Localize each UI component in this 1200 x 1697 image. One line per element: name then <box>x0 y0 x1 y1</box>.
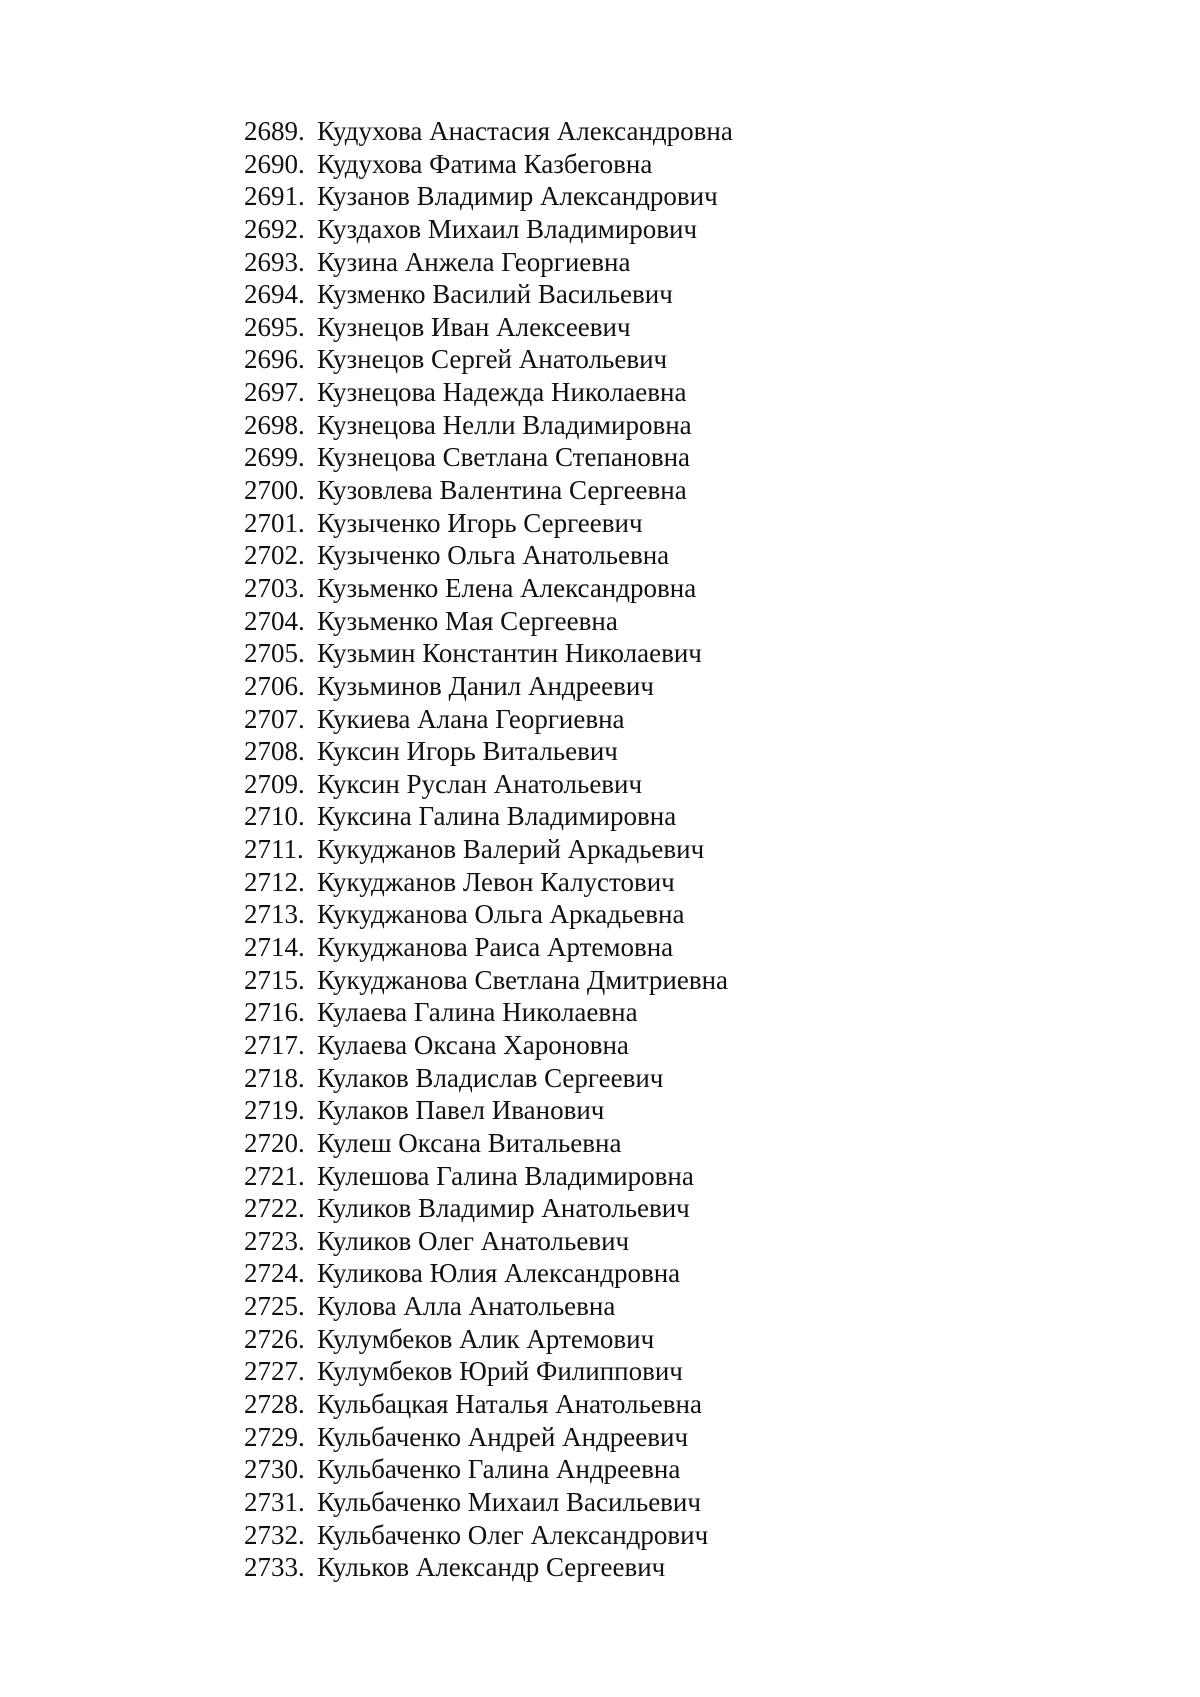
list-item <box>244 1192 733 1225</box>
entry-number: 2732. <box>244 1519 305 1550</box>
list-item <box>244 115 733 148</box>
list-item <box>244 1388 733 1421</box>
list-item <box>244 898 733 931</box>
entry-name: Куликова Юлия Александровна <box>317 1258 681 1289</box>
entry-name: Кукуджанов Левон Калустович <box>317 866 675 897</box>
list-item <box>244 1062 733 1095</box>
entry-number: 2730. <box>244 1454 305 1485</box>
entry-number: 2729. <box>244 1421 305 1452</box>
entry-name: Кульбаченко Андрей Андреевич <box>317 1421 689 1452</box>
list-item <box>244 1519 733 1552</box>
entry-number: 2719. <box>244 1095 305 1126</box>
list-item <box>244 768 733 801</box>
list-item <box>244 409 733 442</box>
entry-number: 2721. <box>244 1160 305 1191</box>
entry-number: 2699. <box>244 442 305 473</box>
entry-name: Куздахов Михаил Владимирович <box>317 213 698 244</box>
entry-name: Куксин Руслан Анатольевич <box>317 768 643 799</box>
list-item <box>244 1323 733 1356</box>
list-item <box>244 964 733 997</box>
entry-name: Кульков Александр Сергеевич <box>317 1552 666 1583</box>
list-item <box>244 996 733 1029</box>
entry-name: Кульбаченко Михаил Васильевич <box>317 1486 701 1517</box>
entry-name: Кулова Алла Анатольевна <box>317 1291 616 1322</box>
entry-number: 2709. <box>244 768 305 799</box>
entry-name: Кулумбеков Юрий Филиппович <box>317 1356 683 1387</box>
list-item <box>244 866 733 899</box>
entry-name: Кулаков Павел Иванович <box>317 1095 605 1126</box>
list-item <box>244 1225 733 1258</box>
entry-name: Кузыченко Игорь Сергеевич <box>317 507 643 538</box>
entry-number: 2720. <box>244 1127 305 1158</box>
list-item <box>244 311 733 344</box>
list-item <box>244 572 733 605</box>
list-item <box>244 1551 733 1584</box>
list-item <box>244 605 733 638</box>
entry-name: Куликов Олег Анатольевич <box>317 1225 630 1256</box>
entry-number: 2697. <box>244 377 305 408</box>
entry-name: Кузьменко Мая Сергеевна <box>317 605 618 636</box>
entry-number: 2694. <box>244 279 305 310</box>
entry-name: Куликов Владимир Анатольевич <box>317 1193 690 1224</box>
entry-number: 2710. <box>244 801 305 832</box>
entry-name: Кукуджанова Светлана Дмитриевна <box>317 964 729 995</box>
list-item <box>244 1160 733 1193</box>
entry-name: Кулаева Галина Николаевна <box>317 997 638 1028</box>
entry-name: Кузьмин Константин Николаевич <box>317 638 702 669</box>
entry-number: 2711. <box>244 834 304 865</box>
entry-number: 2701. <box>244 507 305 538</box>
list-item <box>244 931 733 964</box>
entry-name: Кузменко Василий Васильевич <box>317 279 673 310</box>
entry-name: Кузовлева Валентина Сергеевна <box>317 475 687 506</box>
entry-number: 2726. <box>244 1323 305 1354</box>
list-item <box>244 148 733 181</box>
entry-number: 2693. <box>244 246 305 277</box>
entry-number: 2718. <box>244 1062 305 1093</box>
entry-name: Кукуджанов Валерий Аркадьевич <box>317 834 705 865</box>
entry-number: 2715. <box>244 964 305 995</box>
list-item <box>244 343 733 376</box>
entry-name: Кукуджанова Ольга Аркадьевна <box>317 899 685 930</box>
entry-number: 2712. <box>244 866 305 897</box>
entry-name: Кудухова Анастасия Александровна <box>317 116 733 146</box>
list-item <box>244 1094 733 1127</box>
entry-name: Кукуджанова Раиса Артемовна <box>317 932 674 963</box>
entry-name: Кудухова Фатима Казбеговна <box>317 148 653 179</box>
entry-number: 2716. <box>244 997 305 1028</box>
list-item <box>244 1355 733 1388</box>
entry-number: 2698. <box>244 409 305 440</box>
entry-name: Кульбаченко Олег Александрович <box>317 1519 709 1550</box>
entry-name: Кулаков Владислав Сергеевич <box>317 1062 664 1093</box>
entry-number: 2717. <box>244 1029 305 1060</box>
list-item <box>244 1257 733 1290</box>
entry-name: Кузнецова Нелли Владимировна <box>317 409 692 440</box>
entry-number: 2705. <box>244 638 305 669</box>
entry-number: 2724. <box>244 1258 305 1289</box>
list-item <box>244 213 733 246</box>
list-item <box>244 670 733 703</box>
entry-number: 2713. <box>244 899 305 930</box>
entry-number: 2727. <box>244 1356 305 1387</box>
entry-name: Кузыченко Ольга Анатольевна <box>317 540 670 571</box>
list-item <box>244 278 733 311</box>
entry-number: 2695. <box>244 311 305 342</box>
entry-name: Кузанов Владимир Александрович <box>317 181 718 212</box>
list-item <box>244 507 733 540</box>
list-item <box>244 1127 733 1160</box>
entry-name: Кулумбеков Алик Артемович <box>317 1323 655 1354</box>
list-item <box>244 637 733 670</box>
entry-name: Кулеш Оксана Витальевна <box>317 1127 622 1158</box>
entry-number: 2702. <box>244 540 305 571</box>
entry-name: Куксин Игорь Витальевич <box>317 736 618 767</box>
entry-name: Кузьменко Елена Александровна <box>317 572 697 603</box>
entry-number: 2733. <box>244 1552 305 1583</box>
entry-number: 2731. <box>244 1486 305 1517</box>
entry-name: Кузнецов Иван Алексеевич <box>317 311 631 342</box>
entry-number: 2690. <box>244 148 305 179</box>
entry-number: 2706. <box>244 670 305 701</box>
list-item <box>244 1421 733 1454</box>
entry-name: Кузина Анжела Георгиевна <box>317 246 631 277</box>
list-item <box>244 246 733 279</box>
list-item <box>244 1029 733 1062</box>
entry-number: 2708. <box>244 736 305 767</box>
entry-name: Кульбаченко Галина Андреевна <box>317 1454 681 1485</box>
entry-name: Кузнецова Надежда Николаевна <box>317 377 687 408</box>
list-item <box>244 1453 733 1486</box>
entry-name: Кузнецов Сергей Анатольевич <box>317 344 668 375</box>
list-item <box>244 703 733 736</box>
entry-number: 2722. <box>244 1193 305 1224</box>
entry-number: 2723. <box>244 1225 305 1256</box>
entry-name: Кузьминов Данил Андреевич <box>317 670 654 701</box>
entry-number: 2689. <box>244 116 305 146</box>
list-item <box>244 800 733 833</box>
entry-number: 2703. <box>244 572 305 603</box>
list-item <box>244 376 733 409</box>
entry-number: 2691. <box>244 181 305 212</box>
entry-name: Кулаева Оксана Хароновна <box>317 1029 629 1060</box>
entry-number: 2692. <box>244 213 305 244</box>
list-item <box>244 441 733 474</box>
entry-number: 2725. <box>244 1291 305 1322</box>
entry-number: 2700. <box>244 475 305 506</box>
list-item <box>244 474 733 507</box>
list-item <box>244 1290 733 1323</box>
entry-name: Куксина Галина Владимировна <box>317 801 677 832</box>
list-item <box>244 735 733 768</box>
list-item <box>244 833 733 866</box>
entry-number: 2728. <box>244 1388 305 1419</box>
entry-name: Кузнецова Светлана Степановна <box>317 442 691 473</box>
list-item <box>244 539 733 572</box>
entry-number: 2707. <box>244 703 305 734</box>
name-list <box>244 115 733 1584</box>
list-item <box>244 180 733 213</box>
entry-number: 2704. <box>244 605 305 636</box>
entry-name: Кукиева Алана Георгиевна <box>317 703 625 734</box>
entry-name: Кулешова Галина Владимировна <box>317 1160 694 1191</box>
entry-number: 2696. <box>244 344 305 375</box>
entry-name: Кульбацкая Наталья Анатольевна <box>317 1388 702 1419</box>
list-item <box>244 1486 733 1519</box>
entry-number: 2714. <box>244 932 305 963</box>
